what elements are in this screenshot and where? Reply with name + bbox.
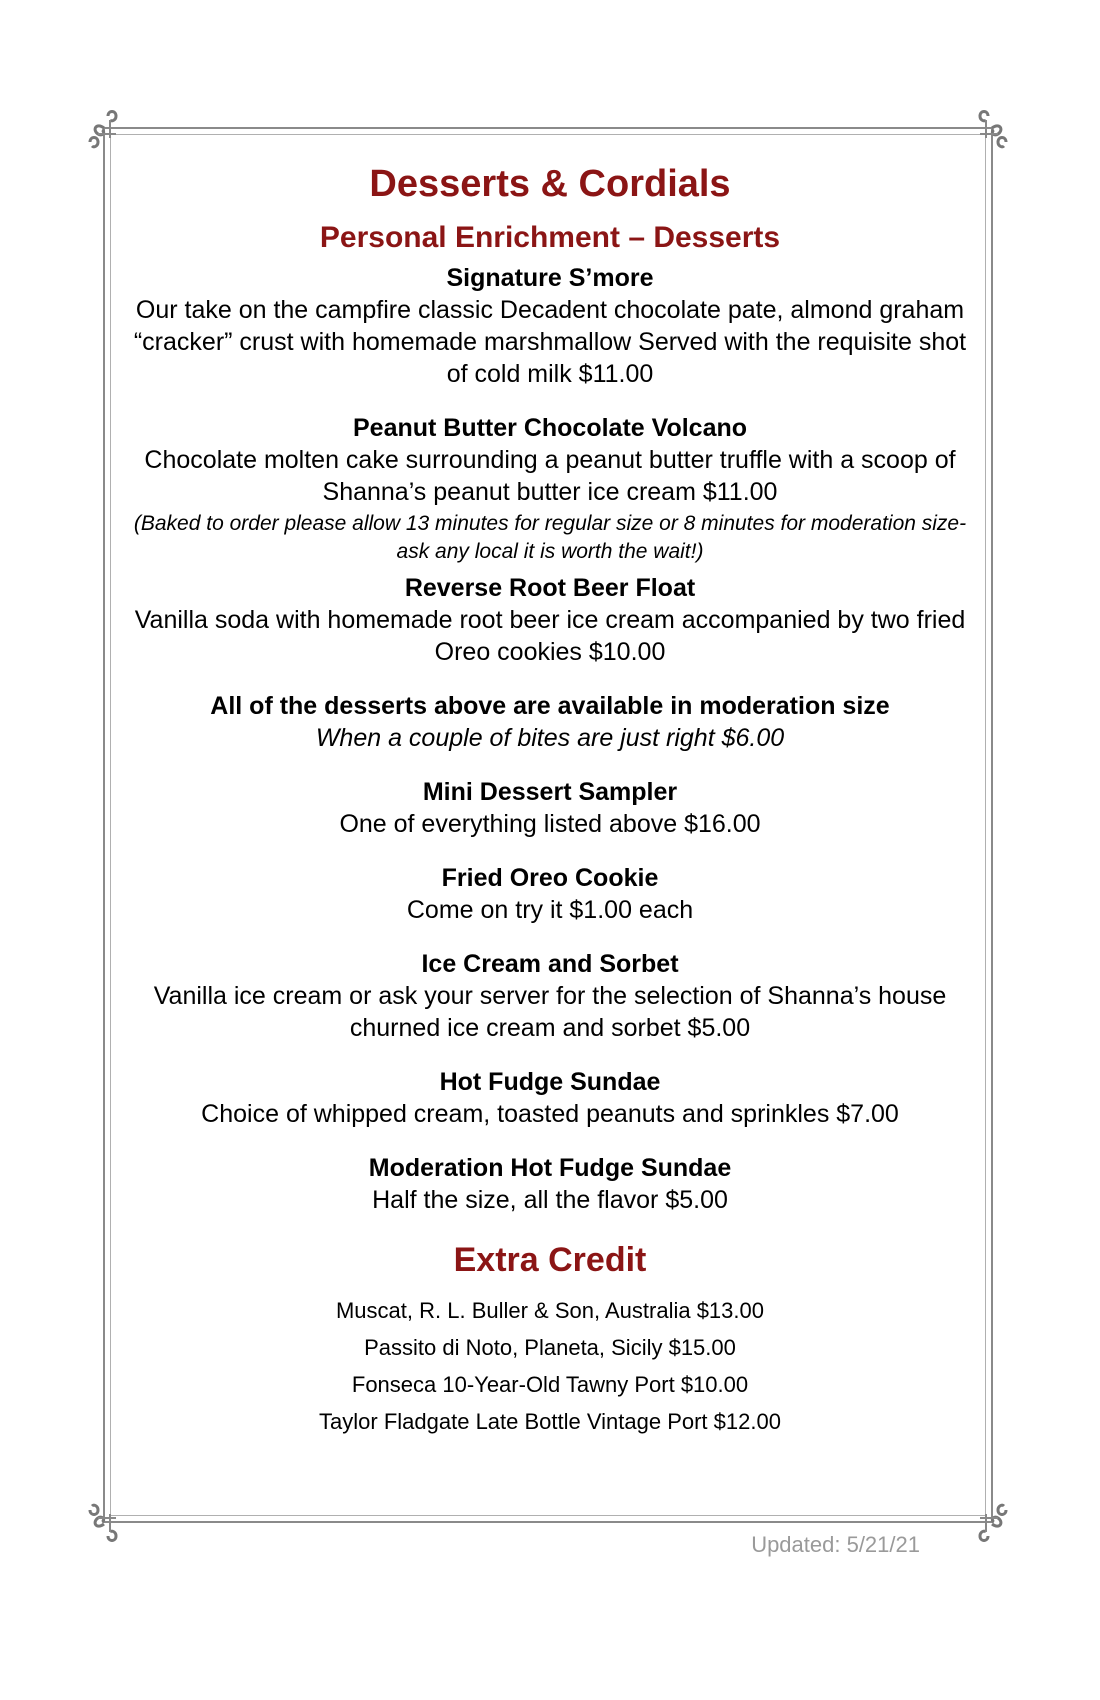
item-description: Our take on the campfire classic Decadent chocolate pate, almond graham “cracker” crust with homemade marshmallow Served with the requisite shot of cold milk $11.00 xyxy=(133,296,967,388)
item-description: Choice of whipped cream, toasted peanuts and sprinkles $7.00 xyxy=(201,1100,899,1128)
section-subtitle: Personal Enrichment – Desserts xyxy=(319,221,781,254)
item-description: Vanilla ice cream or ask your server for the selection of Shanna’s house churned ice cream and sorbet $5.00 xyxy=(153,982,947,1042)
wine-item: Taylor Fladgate Late Bottle Vintage Port $12.00 xyxy=(319,1409,781,1434)
menu-item xyxy=(130,690,970,754)
wine-item: Passito di Noto, Planeta, Sicily $15.00 xyxy=(364,1335,736,1360)
menu-item xyxy=(130,948,970,1044)
item-name: Fried Oreo Cookie xyxy=(441,864,659,892)
menu-item xyxy=(130,412,970,566)
wine-item: Muscat, R. L. Buller & Son, Australia $13.00 xyxy=(335,1298,764,1323)
menu-item xyxy=(130,776,970,840)
item-name: Ice Cream and Sorbet xyxy=(421,950,679,978)
menu-content xyxy=(130,150,970,1440)
page-title: Desserts & Cordials xyxy=(369,163,731,205)
item-name: Signature S’more xyxy=(446,264,654,292)
item-description: Chocolate molten cake surrounding a peanut butter truffle with a scoop of Shanna’s peanut butter ice cream $11.00 xyxy=(144,446,956,506)
item-name: Mini Dessert Sampler xyxy=(422,778,678,806)
menu-item xyxy=(130,1066,970,1130)
corner-ornament-icon xyxy=(86,1486,144,1544)
menu-item xyxy=(130,262,970,390)
item-name: Moderation Hot Fudge Sundae xyxy=(368,1154,732,1182)
item-description: Half the size, all the flavor $5.00 xyxy=(372,1186,728,1214)
menu-item xyxy=(130,1152,970,1216)
updated-date: Updated: 5/21/21 xyxy=(751,1532,920,1557)
menu-item xyxy=(130,862,970,926)
menu-item xyxy=(130,572,970,668)
item-description: When a couple of bites are just right $6.00 xyxy=(315,724,785,752)
wine-item: Fonseca 10-Year-Old Tawny Port $10.00 xyxy=(351,1372,749,1397)
item-note: (Baked to order please allow 13 minutes for regular size or 8 minutes for moderation size- ask any local it is worth the wait!) xyxy=(133,512,967,563)
item-name: Hot Fudge Sundae xyxy=(439,1068,661,1096)
item-name: Reverse Root Beer Float xyxy=(404,574,696,602)
item-description: Come on try it $1.00 each xyxy=(406,896,694,924)
item-name: All of the desserts above are available in moderation size xyxy=(210,692,890,720)
item-description: One of everything listed above $16.00 xyxy=(339,810,761,838)
corner-ornament-icon xyxy=(952,1486,1010,1544)
extra-credit-title: Extra Credit xyxy=(453,1241,647,1279)
item-name: Peanut Butter Chocolate Volcano xyxy=(352,414,748,442)
item-description: Vanilla soda with homemade root beer ice cream accompanied by two fried Oreo cookies $10.00 xyxy=(134,606,966,666)
